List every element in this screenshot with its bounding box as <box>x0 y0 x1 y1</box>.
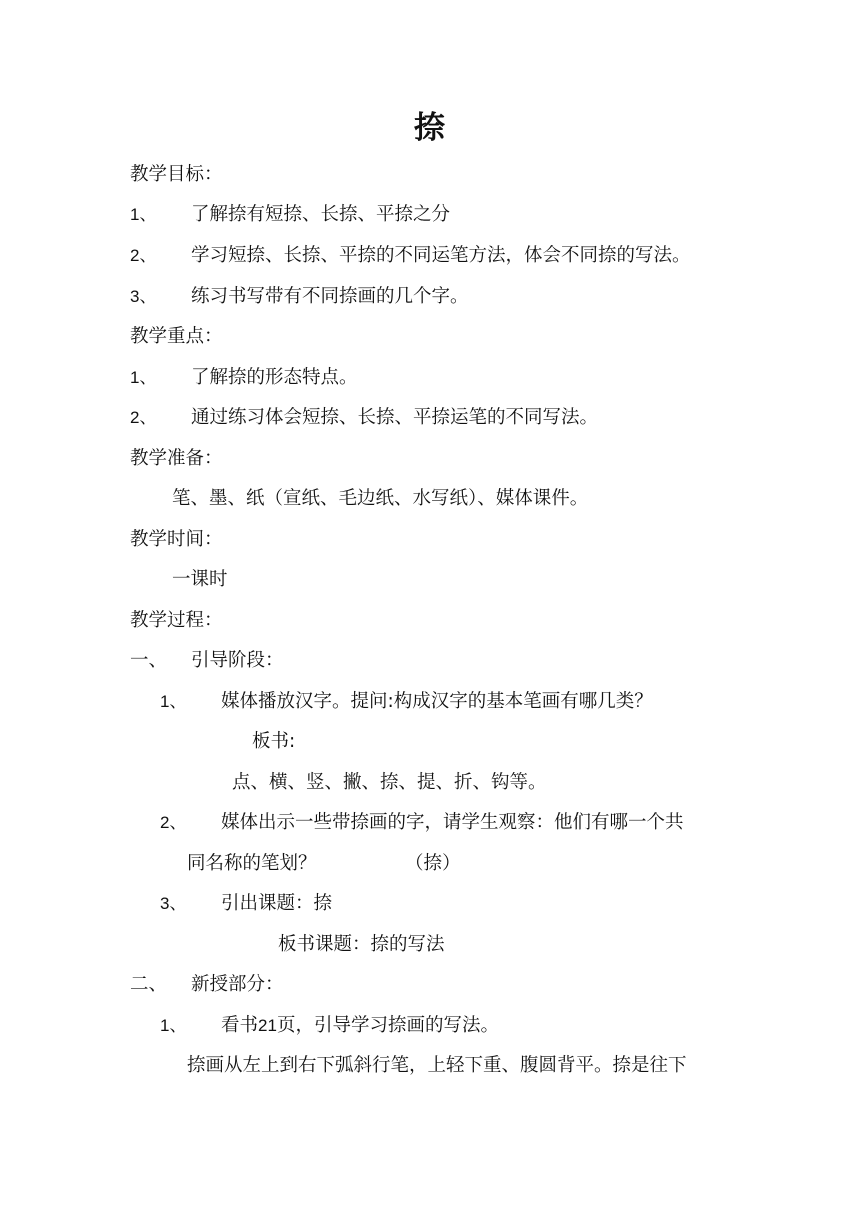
goal-1-text: 了解捺有短捺、长捺、平捺之分 <box>191 204 451 225</box>
section-2-number: 二、 <box>130 974 168 995</box>
section-1-step-2-answer: （捺） <box>405 853 461 874</box>
board-label: 板书: <box>252 731 296 752</box>
section-2-step-1-text-before: 看书 <box>221 1015 259 1036</box>
section-2-paragraph: 捺画从左上到右下弧斜行笔，上轻下重、腹圆背平。捺是往下 <box>187 1055 687 1076</box>
section-1-step-1-text: 媒体播放汉字。提问:构成汉字的基本笔画有哪几类？ <box>221 691 653 712</box>
goal-3-number: 3、 <box>130 287 157 306</box>
section-1-step-3-text: 引出课题：捺 <box>221 893 333 914</box>
key-point-2-text: 通过练习体会短捺、长捺、平捺运笔的不同写法。 <box>191 407 599 428</box>
section-2-step-1-number: 1、 <box>160 1016 187 1035</box>
section-2-step-1-page: 21 <box>258 1016 277 1035</box>
section-1-step-2-continuation: 同名称的笔划？ <box>187 853 317 874</box>
time-heading: 教学时间： <box>130 529 223 550</box>
section-2-step-1-text-after: 页，引导学习捺画的写法。 <box>276 1015 499 1036</box>
section-2-label: 新授部分： <box>191 974 284 995</box>
key-points-heading: 教学重点： <box>130 326 223 347</box>
section-1-label: 引导阶段： <box>191 650 284 671</box>
goal-2-number: 2、 <box>130 246 157 265</box>
section-1-step-2-number: 2、 <box>160 813 187 832</box>
section-1-step-2-text: 媒体出示一些带捺画的字，请学生观察：他们有哪一个共 <box>221 812 684 833</box>
process-heading: 教学过程： <box>130 610 223 631</box>
goals-heading: 教学目标： <box>130 164 223 185</box>
section-2-step-1-text <box>221 1013 499 1039</box>
goal-3-text: 练习书写带有不同捺画的几个字。 <box>191 286 469 307</box>
board-strokes: 点、横、竖、撇、捺、提、折、钩等。 <box>232 772 547 793</box>
preparation-heading: 教学准备： <box>130 448 223 469</box>
section-1-step-1-number: 1、 <box>160 692 187 711</box>
board-title: 板书课题：捺的写法 <box>278 934 445 955</box>
key-point-1-number: 1、 <box>130 368 157 387</box>
goal-2-text: 学习短捺、长捺、平捺的不同运笔方法，体会不同捺的写法。 <box>191 245 691 266</box>
goal-1-number: 1、 <box>130 205 157 224</box>
section-1-number: 一、 <box>130 650 168 671</box>
key-point-2-number: 2、 <box>130 408 157 427</box>
document-title: 捺 <box>414 110 446 146</box>
time-text: 一课时 <box>172 569 228 590</box>
key-point-1-text: 了解捺的形态特点。 <box>191 367 358 388</box>
section-1-step-3-number: 3、 <box>160 894 187 913</box>
preparation-text: 笔、墨、纸（宣纸、毛边纸、水写纸）、媒体课件。 <box>172 488 589 509</box>
